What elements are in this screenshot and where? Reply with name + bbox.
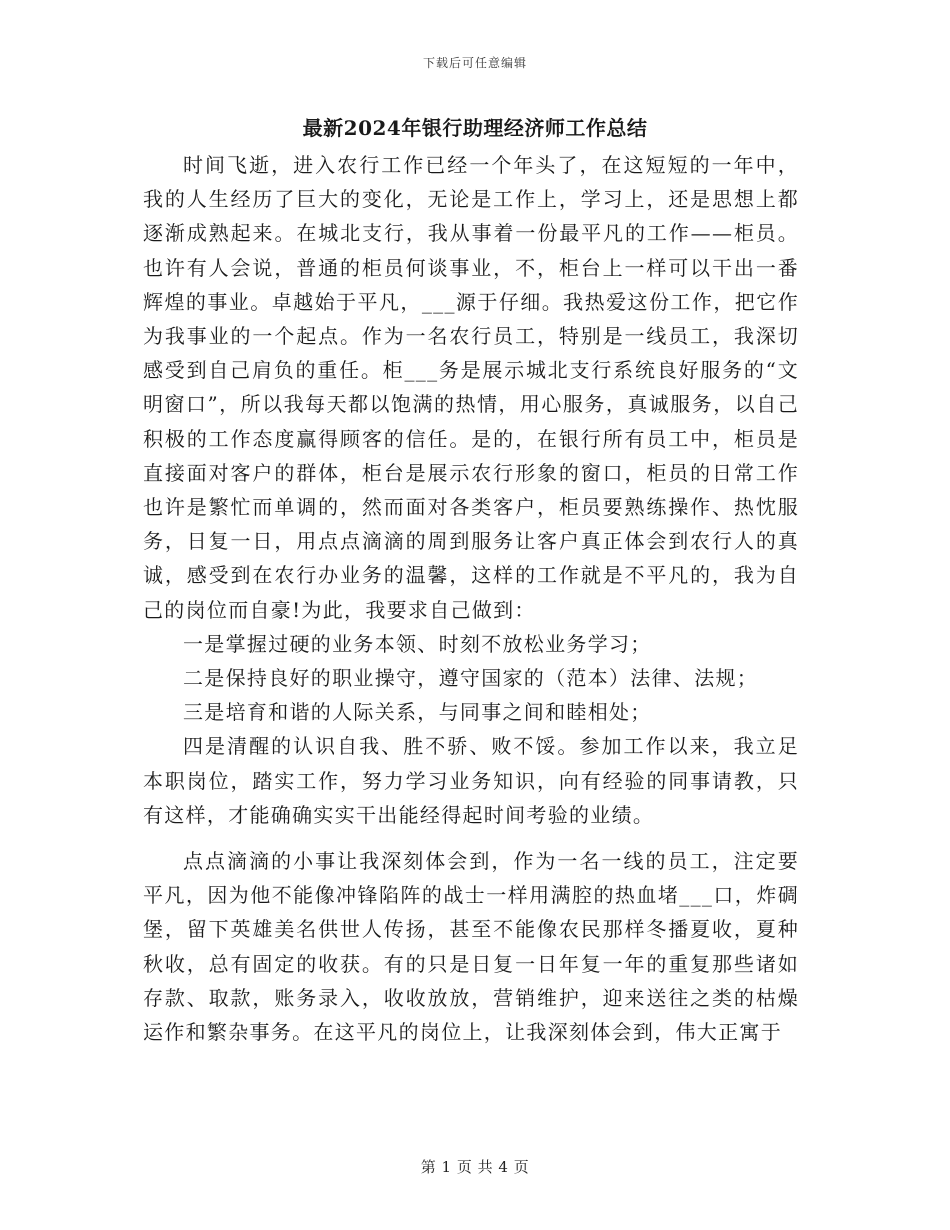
header-note: 下载后可任意编辑 (422, 56, 527, 70)
document-title: 最新2024年银行助理经济师工作总结 (302, 116, 648, 140)
paragraph-item-two: 二是保持良好的职业操守，遵守国家的（范本）法律、法规； (183, 666, 759, 691)
page-number: 第 1 页 共 4 页 (420, 1158, 530, 1176)
paragraph-item-four: 四是清醒的认识自我、胜不骄、败不馁。参加工作以来，我立足本职岗位，踏实工作，努力学习业务知识，向有经验的同事请教，只有这样，才能确确实实干出能经得起时间考验的业绩。 (143, 734, 799, 827)
paragraph-intro: 时间飞逝，进入农行工作已经一个年头了，在这短短的一年中，我的人生经历了巨大的变化，无论是工作上，学习上，还是思想上都逐渐成熟起来。在城北支行，我从事着一份最平凡的工作——柜员。也许有人会说，普通的柜员何谈事业，不，柜台上一样可以干出一番辉煌的事业。卓越始于平凡，___源于仔细。我热爱这份工作，把它作为我事业的一个起点。作为一名农行员工，特别是一线员工，我深切感受到自己肩负的重任。柜___务是展示城北支行系统良好服务的“文明窗口”，所以我每天都以饱满的热情，用心服务，真诚服务，以自己积极的工作态度赢得顾客的信任。是的，在银行所有员工中，柜员是直接面对客户的群体，柜台是展示农行形象的窗口，柜员的日常工作也许是繁忙而单调的，然而面对各类客户，柜员要熟练操作、热忱服务，日复一日，用点点滴滴的周到服务让客户真正体会到农行人的真诚，感受到在农行办业务的温馨，这样的工作就是不平凡的，我为自己的岗位而自豪!为此，我要求自己做到： (143, 153, 799, 622)
paragraph-item-one: 一是掌握过硬的业务本领、时刻不放松业务学习； (183, 631, 652, 656)
document-body (143, 148, 799, 1049)
paragraph-item-three: 三是培育和谐的人际关系，与同事之间和睦相处； (183, 700, 652, 725)
paragraph-reflection: 点点滴滴的小事让我深刻体会到，作为一名一线的员工，注定要平凡，因为他不能像冲锋陷阵的战士一样用满腔的热血堵___口，炸碉堡，留下英雄美名供世人传扬，甚至不能像农民那样冬播夏收，夏种秋收，总有固定的收获。有的只是日复一日年复一年的重复那些诸如存款、取款，账务录入，收收放放，营销维护，迎来送往之类的枯燥运作和繁杂事务。在这平凡的岗位上，让我深刻体会到，伟大正寓于 (143, 849, 799, 1045)
